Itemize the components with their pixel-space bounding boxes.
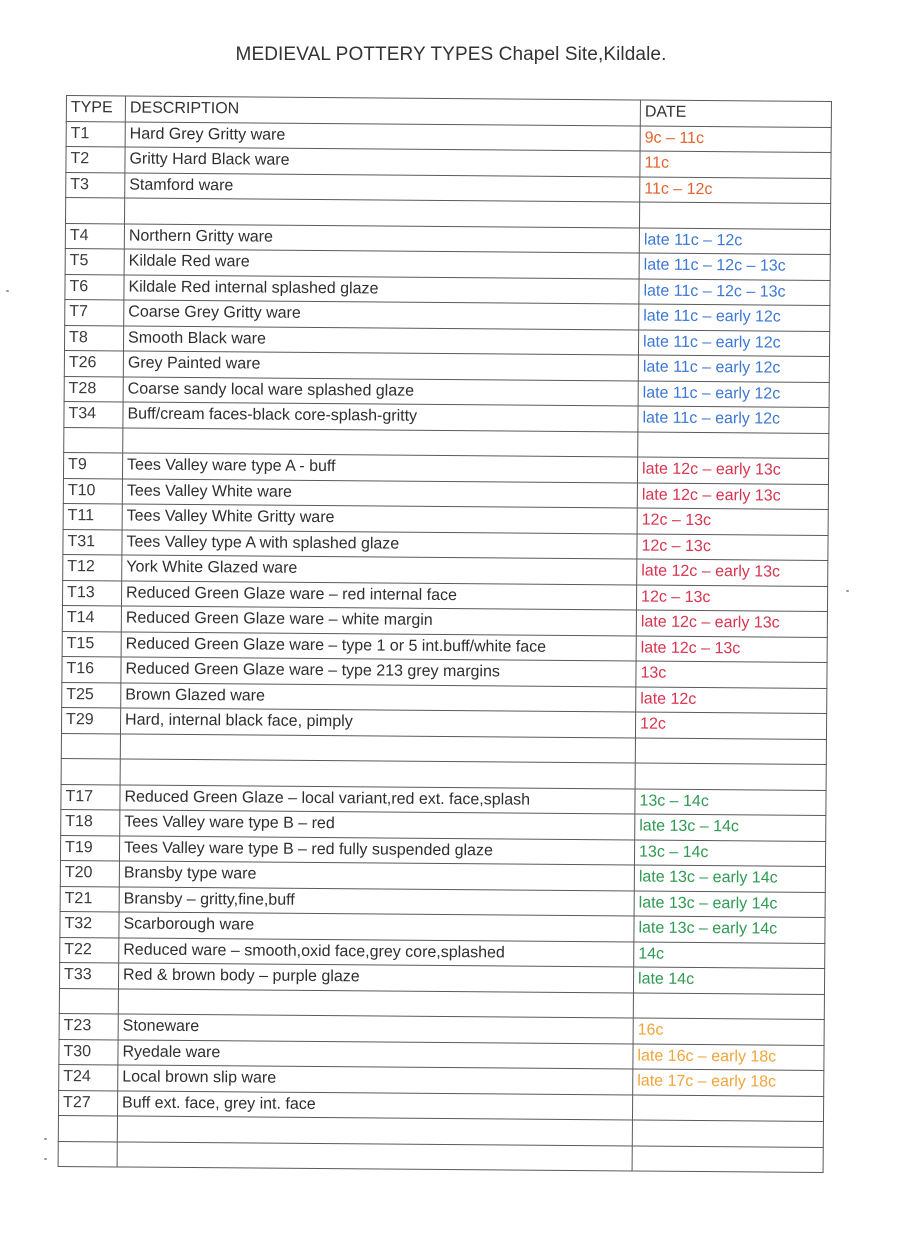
type-code-cell: T15: [62, 631, 121, 657]
type-code-cell: T25: [62, 682, 121, 708]
date-cell: late 12c – early 13c: [637, 457, 828, 484]
type-code-cell: T7: [65, 299, 124, 325]
description-cell: York White Glazed ware: [122, 555, 637, 585]
date-cell: late 12c – 13c: [636, 635, 827, 662]
description-cell: Gritty Hard Black ware: [125, 147, 640, 177]
description-cell: Smooth Black ware: [123, 325, 638, 355]
date-cell: late 16c – early 18c: [633, 1043, 824, 1070]
description-cell: Scarborough ware: [119, 912, 634, 942]
description-cell: Grey Painted ware: [123, 351, 638, 381]
description-cell: Buff ext. face, grey int. face: [117, 1090, 632, 1120]
date-cell: 9c – 11c: [640, 126, 831, 153]
description-cell: Coarse sandy local ware splashed glaze: [123, 376, 638, 406]
scan-speck: [6, 290, 9, 292]
type-code-cell: T32: [60, 911, 119, 937]
type-code-cell: [65, 198, 124, 224]
description-column-header: DESCRIPTION: [125, 96, 640, 126]
type-code-cell: T28: [64, 376, 123, 402]
date-cell: late 13c – early 14c: [634, 916, 825, 943]
description-cell: Local brown slip ware: [118, 1065, 633, 1095]
scan-speck: [44, 1158, 47, 1160]
date-cell: late 13c – early 14c: [634, 865, 825, 892]
description-cell: [123, 427, 638, 457]
description-cell: Tees Valley White ware: [122, 478, 637, 508]
description-cell: Bransby type ware: [119, 861, 634, 891]
scan-speck: [44, 1138, 47, 1140]
description-cell: Kildale Red ware: [124, 249, 639, 279]
type-code-cell: T8: [64, 325, 123, 351]
description-cell: Buff/cream faces-black core-splash-gritty: [123, 402, 638, 432]
type-column-header: TYPE: [66, 96, 125, 122]
type-code-cell: [64, 427, 123, 453]
date-cell: late 12c – early 13c: [637, 483, 828, 510]
date-column-header: DATE: [640, 100, 831, 127]
description-cell: Tees Valley ware type A - buff: [122, 453, 637, 483]
description-cell: [124, 198, 639, 228]
date-cell: 12c – 13c: [637, 508, 828, 535]
type-code-cell: [61, 733, 120, 759]
date-cell: late 17c – early 18c: [633, 1069, 824, 1096]
type-code-cell: T9: [63, 452, 122, 478]
empty-table-row: [58, 1141, 823, 1173]
type-code-cell: T5: [65, 248, 124, 274]
type-code-cell: T12: [63, 554, 122, 580]
description-cell: Reduced Green Glaze ware – type 213 grey margins: [121, 657, 636, 687]
date-cell: late 11c – early 12c: [638, 355, 829, 382]
date-cell: late 14c: [633, 967, 824, 994]
date-cell: late 13c – early 14c: [634, 890, 825, 917]
date-cell: [639, 202, 830, 229]
type-code-cell: T27: [58, 1090, 117, 1116]
type-code-cell: T14: [62, 605, 121, 631]
date-cell: 12c – 13c: [637, 533, 828, 560]
type-code-cell: T1: [66, 121, 125, 147]
date-cell: late 12c – early 13c: [636, 610, 827, 637]
type-code-cell: [59, 988, 118, 1014]
type-code-cell: T31: [63, 529, 122, 555]
pottery-types-sheet: [58, 95, 831, 1173]
description-cell: Tees Valley White Gritty ware: [122, 504, 637, 534]
description-cell: Reduced Green Glaze ware – white margin: [121, 606, 636, 636]
description-cell: Hard Grey Gritty ware: [125, 121, 640, 151]
date-cell: [635, 737, 826, 764]
date-cell: [632, 1094, 823, 1121]
type-code-cell: T10: [63, 478, 122, 504]
date-cell: late 11c – early 12c: [638, 406, 829, 433]
description-cell: Red & brown body – purple glaze: [118, 963, 633, 993]
type-code-cell: [61, 758, 120, 784]
type-code-cell: T26: [64, 350, 123, 376]
description-cell: Tees Valley ware type B – red: [120, 810, 635, 840]
type-code-cell: T17: [61, 784, 120, 810]
date-cell: 13c: [636, 661, 827, 688]
description-cell: Bransby – gritty,fine,buff: [119, 886, 634, 916]
date-cell: late 11c – early 12c: [639, 304, 830, 331]
date-cell: late 11c – 12c: [639, 228, 830, 255]
date-cell: 12c – 13c: [636, 584, 827, 611]
description-cell: Reduced Green Glaze ware – type 1 or 5 int.buff/white face: [121, 631, 636, 661]
scan-speck: [846, 590, 849, 592]
description-cell: Tees Valley ware type B – red fully suspended glaze: [119, 835, 634, 865]
description-cell: Stamford ware: [125, 172, 640, 202]
type-code-cell: T4: [65, 223, 124, 249]
type-code-cell: T11: [63, 503, 122, 529]
type-code-cell: T22: [60, 937, 119, 963]
type-code-cell: T33: [59, 962, 118, 988]
description-cell: Northern Gritty ware: [124, 223, 639, 253]
date-cell: 11c – 12c: [640, 177, 831, 204]
description-cell: [120, 759, 635, 789]
description-cell: Brown Glazed ware: [121, 682, 636, 712]
type-code-cell: T21: [60, 886, 119, 912]
description-cell: Reduced Green Glaze – local variant,red ext. face,splash: [120, 784, 635, 814]
date-cell: 13c – 14c: [635, 788, 826, 815]
type-code-cell: T3: [66, 172, 125, 198]
description-cell: Reduced Green Glaze ware – red internal face: [121, 580, 636, 610]
type-code-cell: T30: [59, 1039, 118, 1065]
date-cell: late 12c – early 13c: [637, 559, 828, 586]
date-cell: 14c: [634, 941, 825, 968]
date-cell: late 11c – early 12c: [638, 330, 829, 357]
date-cell: [632, 1145, 823, 1172]
type-code-cell: T20: [60, 860, 119, 886]
type-code-cell: T34: [64, 401, 123, 427]
table-body: [58, 121, 831, 1172]
type-code-cell: T2: [66, 147, 125, 173]
description-cell: Coarse Grey Gritty ware: [124, 300, 639, 330]
description-cell: Hard, internal black face, pimply: [120, 708, 635, 738]
type-code-cell: T23: [59, 1013, 118, 1039]
type-code-cell: T18: [61, 809, 120, 835]
description-cell: [117, 1141, 632, 1171]
date-cell: late 11c – 12c – 13c: [639, 279, 830, 306]
page-title: MEDIEVAL POTTERY TYPES Chapel Site,Kildale.: [235, 44, 667, 65]
type-code-cell: T6: [65, 274, 124, 300]
description-cell: Stoneware: [118, 1014, 633, 1044]
date-cell: 13c – 14c: [634, 839, 825, 866]
date-cell: [638, 432, 829, 459]
date-cell: 16c: [633, 1018, 824, 1045]
description-cell: Tees Valley type A with splashed glaze: [122, 529, 637, 559]
type-code-cell: T13: [62, 580, 121, 606]
description-cell: Kildale Red internal splashed glaze: [124, 274, 639, 304]
type-code-cell: T19: [60, 835, 119, 861]
description-cell: [120, 733, 635, 763]
date-cell: [635, 763, 826, 790]
date-cell: late 13c – 14c: [635, 814, 826, 841]
type-code-cell: T29: [61, 707, 120, 733]
date-cell: [632, 1120, 823, 1147]
type-code-cell: T16: [62, 656, 121, 682]
description-cell: Ryedale ware: [118, 1039, 633, 1069]
date-cell: late 11c – early 12c: [638, 381, 829, 408]
date-cell: 11c: [640, 151, 831, 178]
date-cell: 12c: [635, 712, 826, 739]
pottery-types-table: [58, 95, 832, 1173]
type-code-cell: [58, 1141, 117, 1167]
date-cell: late 12c: [636, 686, 827, 713]
type-code-cell: T24: [59, 1064, 118, 1090]
type-code-cell: [58, 1115, 117, 1141]
description-cell: Reduced ware – smooth,oxid face,grey core,splashed: [119, 937, 634, 967]
date-cell: late 11c – 12c – 13c: [639, 253, 830, 280]
date-cell: [633, 992, 824, 1019]
